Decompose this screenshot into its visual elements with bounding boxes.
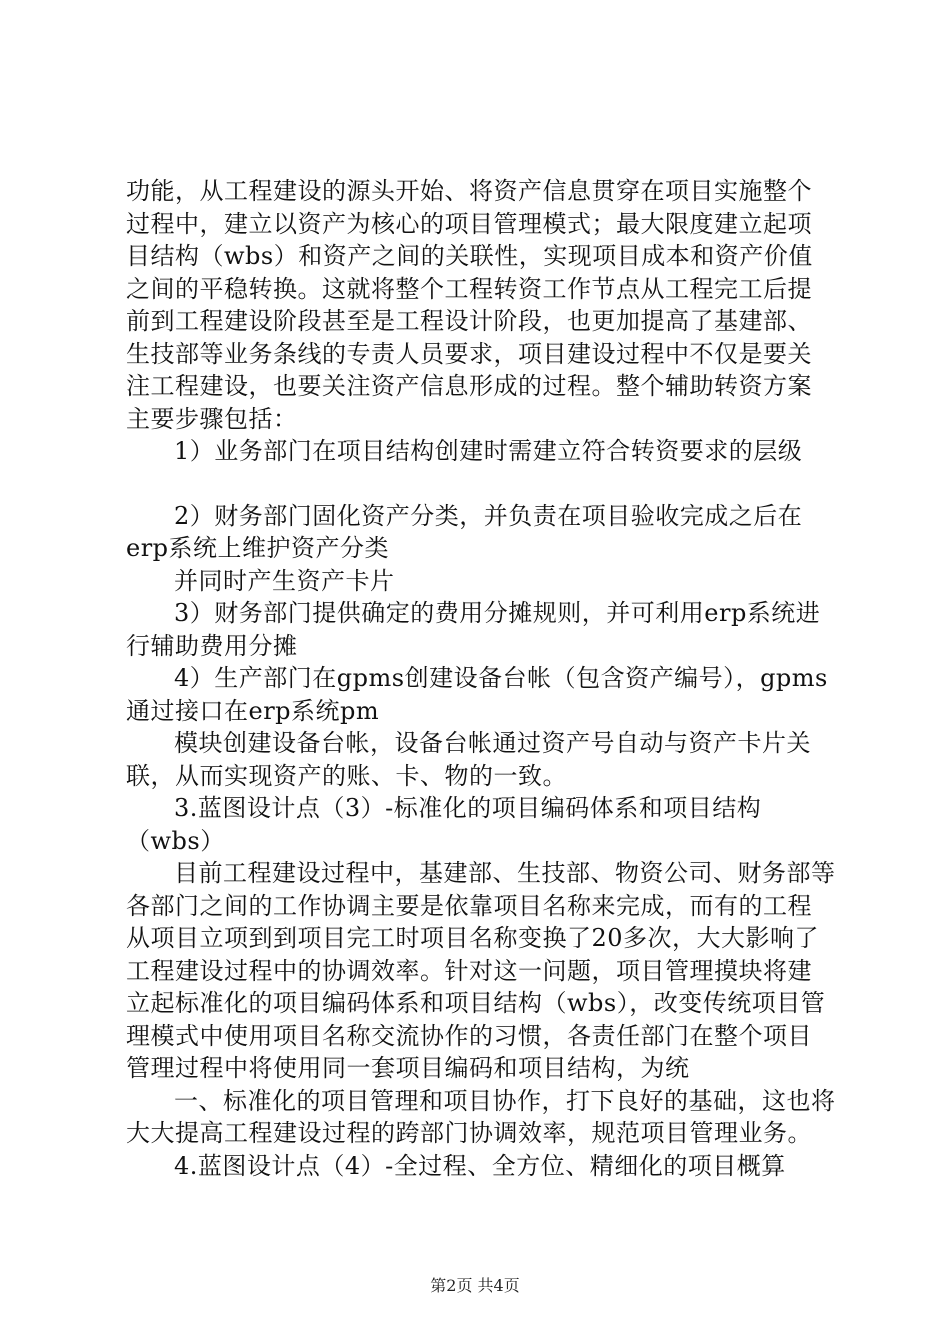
paragraph-step-2-cont: 并同时产生资产卡片 (174, 566, 395, 595)
paragraph-step-3: 3）财务部门提供确定的费用分摊规则，并可利用erp系统进行辅助费用分摊 (126, 599, 821, 660)
section-heading-blueprint-3: 3.蓝图设计点（3）-标准化的项目编码体系和项目结构（wbs） (126, 794, 762, 855)
paragraph-coordination: 目前工程建设过程中，基建部、生技部、物资公司、财务部等各部门之间的工作协调主要是依靠项目名称来完成，而有的工程从项目立项到到项目完工时项目名称变换了20多次，大大影响了工程建设过程中的协调效率。针对这一问题，项目管理摸块将建立起标准化的项目编码体系和项目结构（wbs），改变传统项目管理模式中使用项目名称交流协作的习惯，各责任部门在整个项目管理过程中将使用同一套项目编码和项目结构，为统 (126, 859, 836, 1082)
paragraph-standardization: 一、标准化的项目管理和项目协作，打下良好的基础，这也将大大提高工程建设过程的跨部门协调效率，规范项目管理业务。 (126, 1086, 836, 1147)
page-footer: 第2页 共4页 (430, 1276, 520, 1295)
paragraph-step-4-cont: 模块创建设备台帐，设备台帐通过资产号自动与资产卡片关联，从而实现资产的账、卡、物的一致。 (126, 729, 811, 790)
paragraph-step-1: 1）业务部门在项目结构创建时需建立符合转资要求的层级 (174, 437, 803, 465)
paragraph-asset-function: 功能，从工程建设的源头开始、将资产信息贯穿在项目实施整个过程中，建立以资产为核心的项目管理模式；最大限度建立起项目结构（wbs）和资产之间的关联性，实现项目成本和资产价值之间的平稳转换。这就将整个工程转资工作节点从工程完工后提前到工程建设阶段甚至是工程设计阶段，也更加提高了基建部、生技部等业务条线的专责人员要求，项目建设过程中不仅是要关注工程建设，也要关注资产信息形成的过程。整个辅助转资方案主要步骤包括： (126, 177, 813, 433)
document-body (126, 175, 836, 1182)
paragraph-step-4: 4）生产部门在gpms创建设备台帐（包含资产编号），gpms通过接口在erp系统pm (126, 664, 828, 725)
paragraph-gap (126, 468, 836, 500)
section-heading-blueprint-4: 4.蓝图设计点（4）-全过程、全方位、精细化的项目概算 (174, 1151, 786, 1180)
paragraph-step-2: 2）财务部门固化资产分类，并负责在项目验收完成之后在erp系统上维护资产分类 (126, 501, 803, 562)
